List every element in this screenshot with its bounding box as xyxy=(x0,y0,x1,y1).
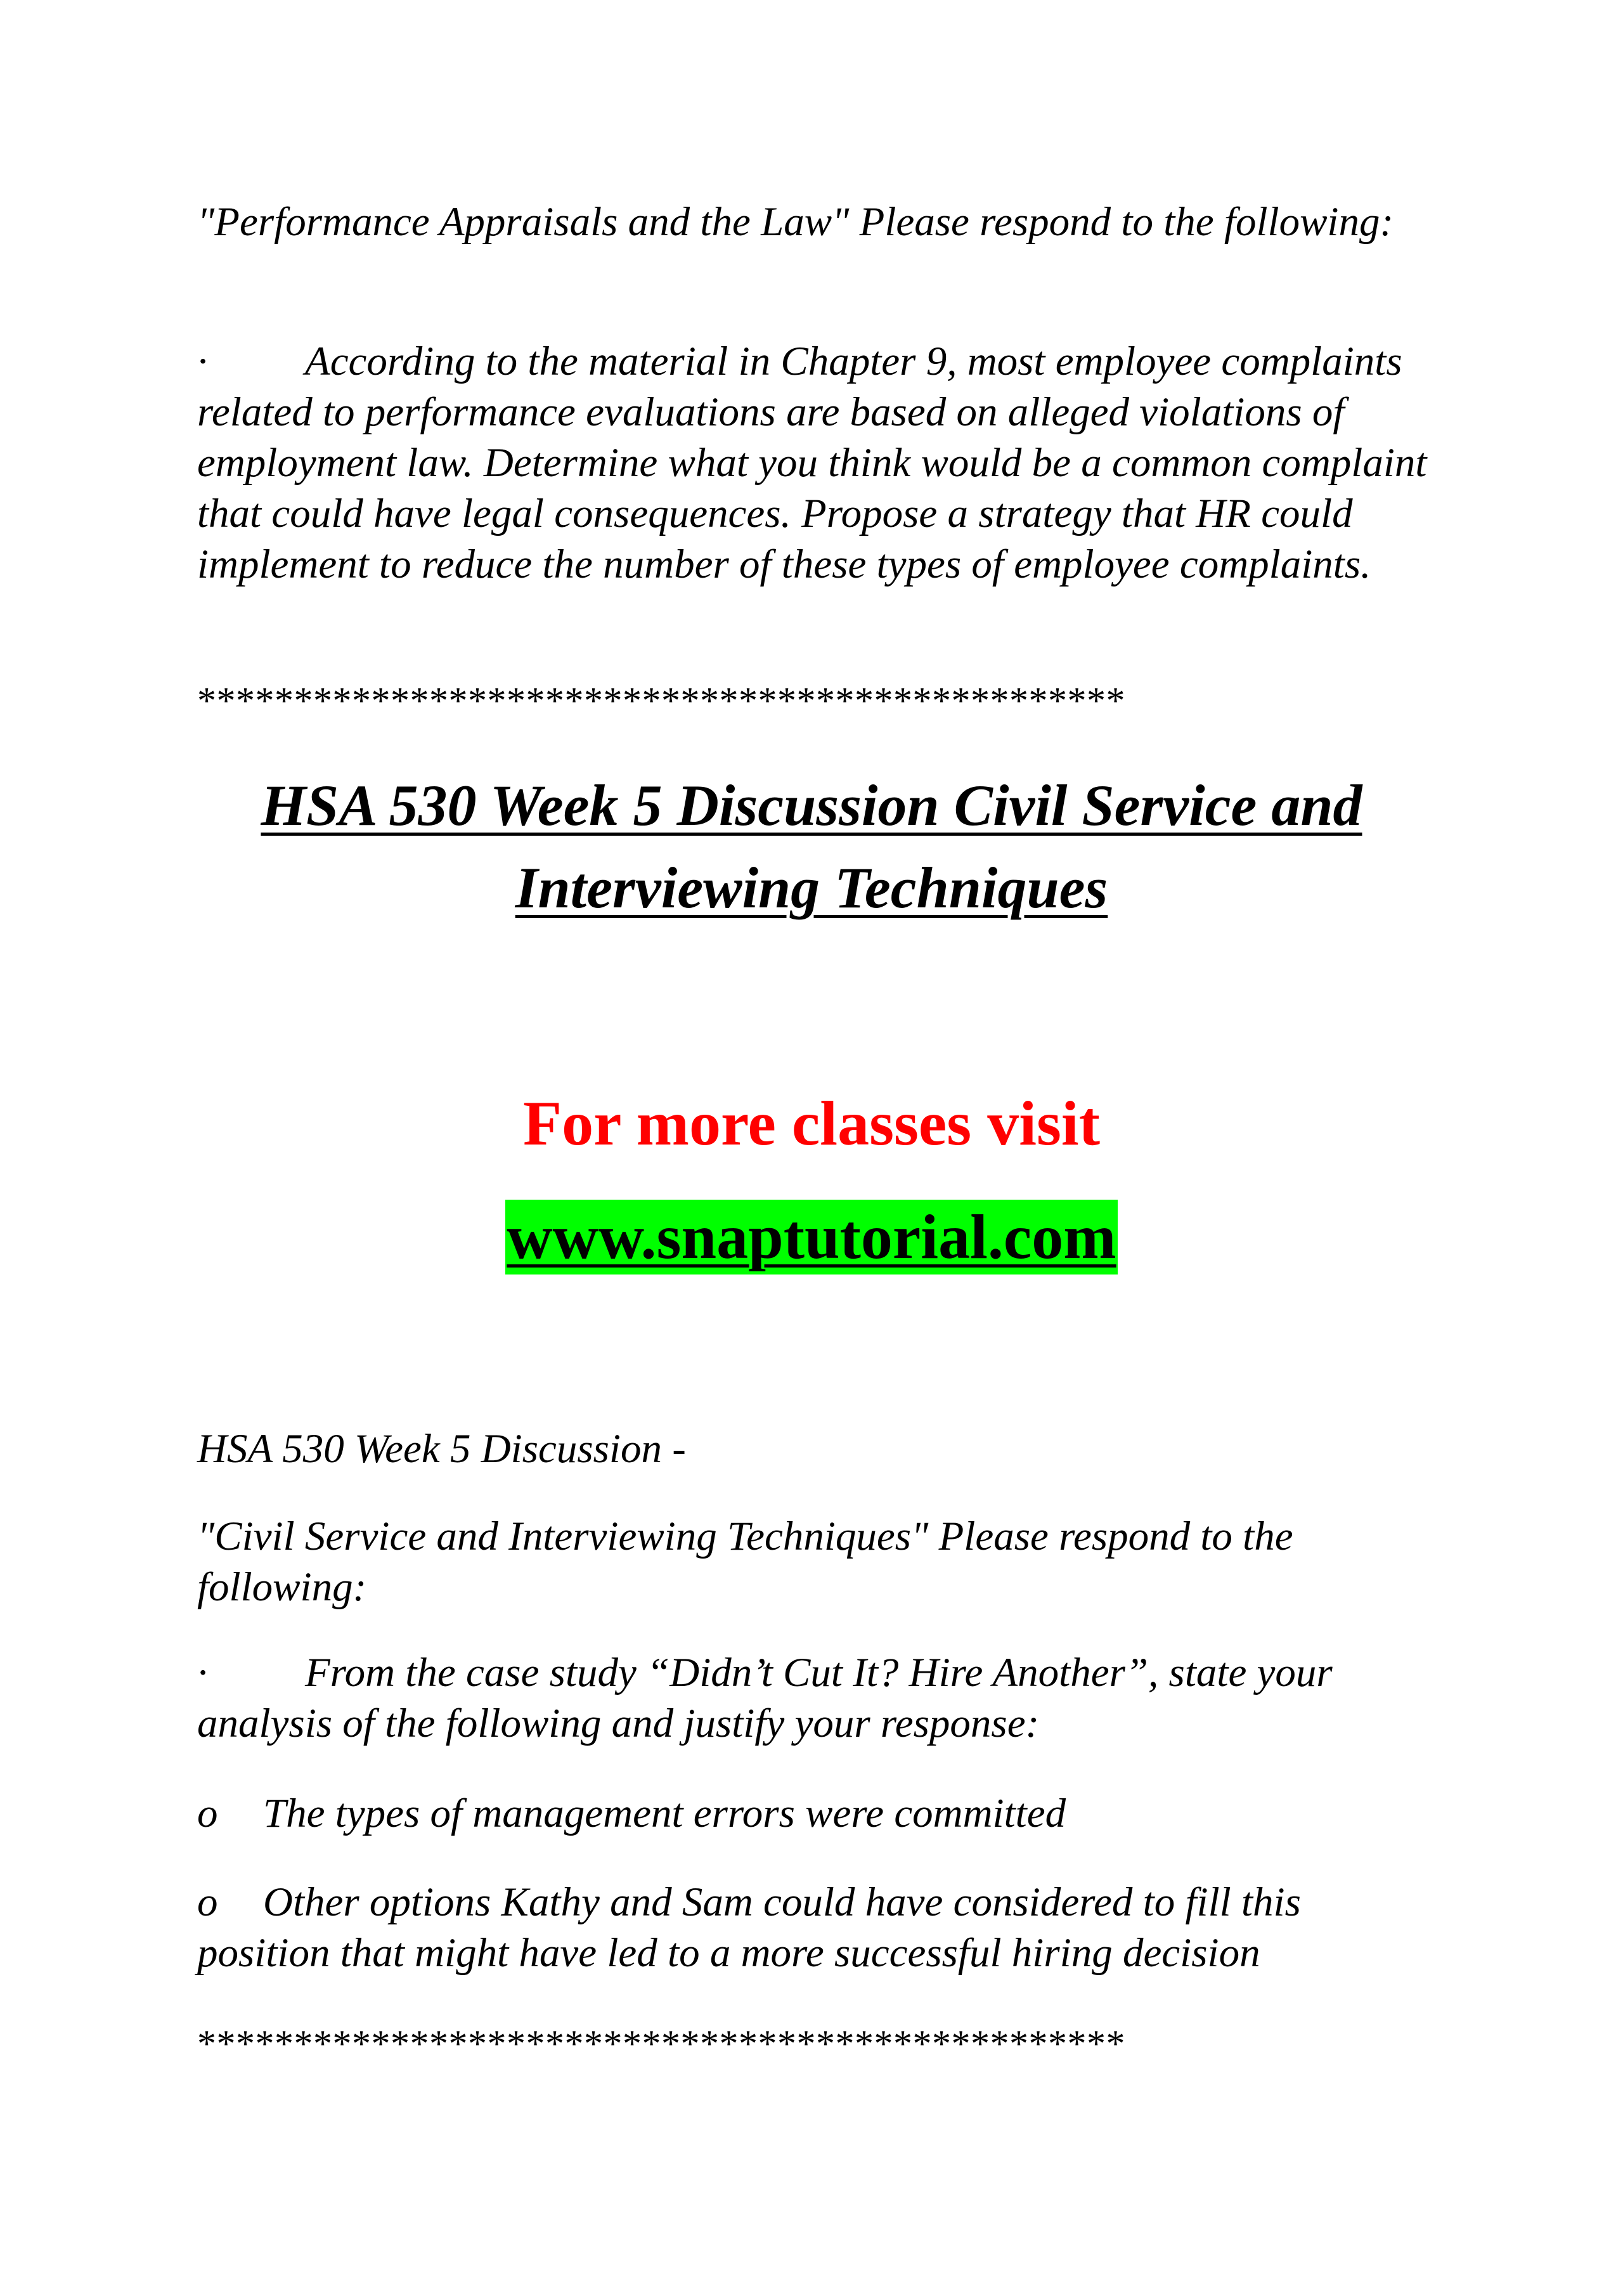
sub-item-1 xyxy=(197,1788,1440,1839)
separator-stars: ************************************************ xyxy=(197,2023,1125,2065)
promo-link-wrapper xyxy=(0,1200,1623,1274)
snaptutorial-link[interactable]: www.snaptutorial.com xyxy=(505,1200,1117,1274)
bullet-mark: · xyxy=(197,1650,208,1696)
bullet-mark: · xyxy=(197,339,208,384)
section2-bullet-paragraph xyxy=(197,1647,1440,1749)
sub-item-mark: o xyxy=(197,1879,218,1925)
discussion-heading xyxy=(0,764,1623,929)
sub-item-mark: o xyxy=(197,1791,218,1836)
section1-bullet-paragraph xyxy=(197,336,1440,590)
sub-item-text: The types of management errors were committed xyxy=(263,1791,1066,1836)
section2-intro: "Civil Service and Interviewing Techniques" Please respond to the following: xyxy=(197,1514,1293,1610)
section2-label: HSA 530 Week 5 Discussion - xyxy=(197,1426,686,1472)
promo-text: For more classes visit xyxy=(522,1088,1100,1158)
section1-bullet-text: According to the material in Chapter 9, most employee complaints related to performance evaluations are based on alleged violations of employment law. Determine what you think would be a common complaint that could have legal consequences. Propose a strategy that HR could implement to reduce the number of these types of employee complaints. xyxy=(197,339,1427,587)
separator-stars: ************************************************ xyxy=(197,680,1125,722)
heading-line-1: HSA 530 Week 5 Discussion Civil Service and xyxy=(261,773,1362,838)
section1-intro: "Performance Appraisals and the Law" Please respond to the following: xyxy=(197,199,1394,245)
heading-line-2: Interviewing Techniques xyxy=(515,855,1108,920)
section2-bullet-text: From the case study “Didn’t Cut It? Hire Another”, state your analysis of the following and justify your response: xyxy=(197,1650,1333,1746)
sub-item-2 xyxy=(197,1877,1440,1978)
sub-item-text: Other options Kathy and Sam could have considered to fill this position that might have led to a more successful hiring decision xyxy=(197,1879,1301,1976)
